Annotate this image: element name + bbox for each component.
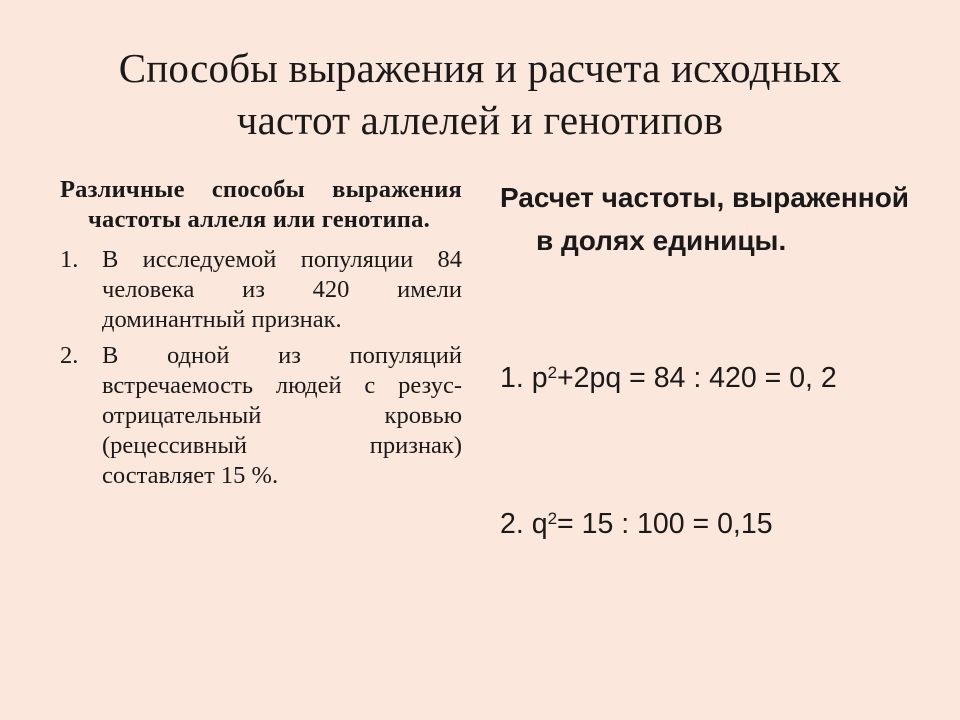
formula-expression: = 15 : 100 = 0,15 xyxy=(557,508,773,540)
formula-2 xyxy=(500,506,773,542)
formula-base: q xyxy=(531,508,548,540)
formula-1 xyxy=(500,360,837,396)
formula-number: 2. xyxy=(500,508,524,540)
problem-column xyxy=(60,175,462,497)
problem-item xyxy=(60,245,462,335)
formula-exponent: 2 xyxy=(547,363,558,382)
problem-intro: Различные способы выражения частоты аллеля или генотипа. xyxy=(60,176,462,233)
problem-item-number: 2. xyxy=(60,342,79,369)
slide-title xyxy=(40,42,920,146)
formula-base: p xyxy=(531,362,548,394)
problem-item-text: В исследуемой популяции 84 человека из 420 имели доминантный признак. xyxy=(102,246,462,333)
slide-title-line-1: Способы выражения и расчета исходных xyxy=(118,45,842,91)
slide-title-line-2: частот аллелей и генотипов xyxy=(236,97,724,143)
calculation-column xyxy=(500,176,920,540)
formula-number: 1. xyxy=(500,362,524,394)
formula-expression: +2pq = 84 : 420 = 0, 2 xyxy=(557,362,837,394)
problem-item-number: 1. xyxy=(60,246,79,273)
formula-exponent: 2 xyxy=(547,509,558,528)
problem-list xyxy=(60,245,462,491)
calculation-heading: Расчет частоты, выраженной в долях единицы. xyxy=(500,182,910,256)
problem-item xyxy=(60,341,462,491)
problem-item-text: В одной из популяций встречаемость людей с резус-отрицательный кровью (рецессивный признак) составляет 15 %. xyxy=(102,342,462,489)
